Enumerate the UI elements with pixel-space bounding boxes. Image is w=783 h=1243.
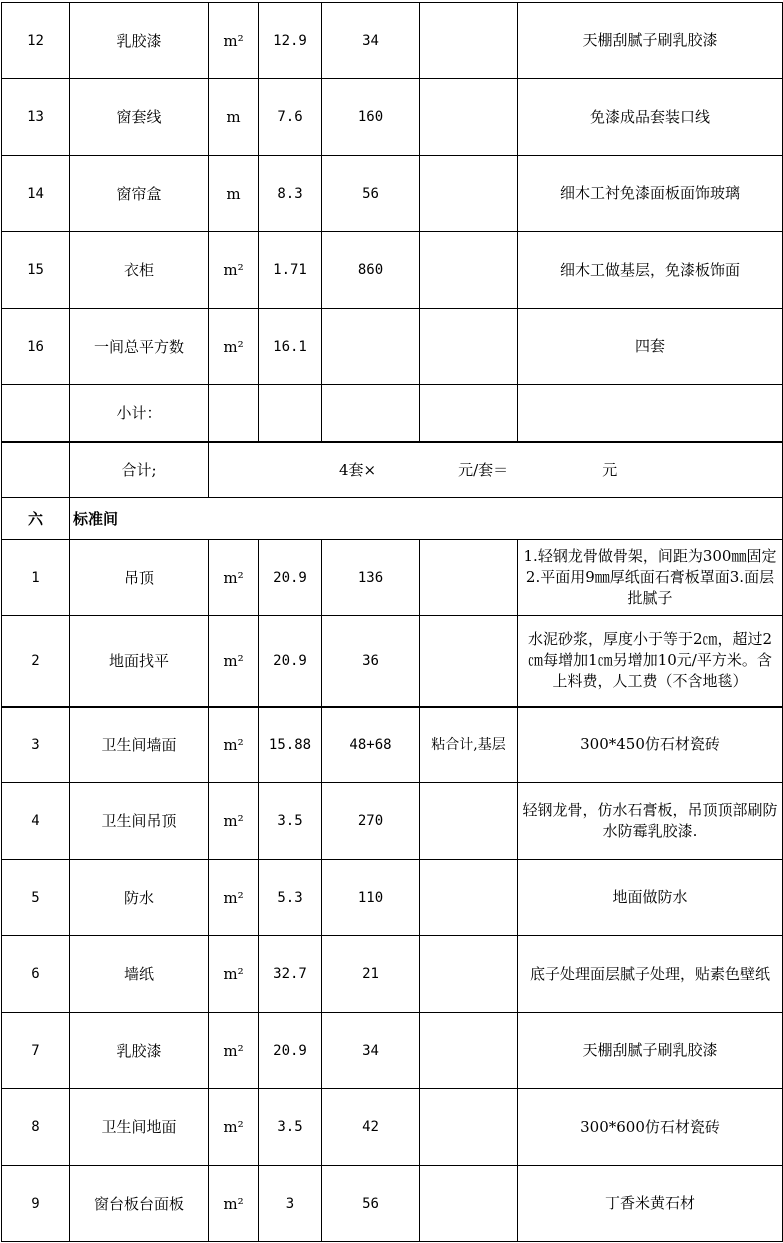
item-name: 卫生间地面 (70, 1089, 209, 1166)
unit-price: 860 (322, 232, 420, 309)
unit-price: 36 (322, 616, 420, 707)
quantity: 16.1 (259, 309, 322, 385)
quantity: 8.3 (259, 156, 322, 232)
note (420, 783, 518, 860)
item-name: 一间总平方数 (70, 309, 209, 385)
item-name: 窗帘盒 (70, 156, 209, 232)
quantity: 5.3 (259, 860, 322, 936)
table-row (2, 309, 783, 385)
item-name: 地面找平 (70, 616, 209, 707)
unit: m² (209, 309, 259, 385)
total-part1: 4套× (339, 460, 377, 479)
description: 丁香米黄石材 (518, 1166, 783, 1242)
item-name: 衣柜 (70, 232, 209, 309)
table-row (2, 79, 783, 156)
description: 底子处理面层腻子处理，贴素色壁纸 (518, 936, 783, 1013)
note (420, 232, 518, 309)
row-number: 5 (2, 860, 70, 936)
unit: m² (209, 616, 259, 707)
unit: m² (209, 540, 259, 616)
unit-price (322, 309, 420, 385)
table-row (2, 1089, 783, 1166)
item-name: 墙纸 (70, 936, 209, 1013)
table-summary-section (2, 385, 783, 540)
description: 细木工做基层，免漆板饰面 (518, 232, 783, 309)
table-row (2, 707, 783, 783)
row-number: 7 (2, 1013, 70, 1089)
description: 1.轻钢龙骨做骨架，间距为300㎜固定2.平面用9㎜厚纸面石膏板罩面3.面层批腻子 (518, 540, 783, 616)
table-row (2, 1013, 783, 1089)
quantity: 3.5 (259, 783, 322, 860)
unit: m (209, 156, 259, 232)
item-name: 吊顶 (70, 540, 209, 616)
description: 免漆成品套装口线 (518, 79, 783, 156)
unit-price: 56 (322, 156, 420, 232)
row-number: 2 (2, 616, 70, 707)
unit-price: 56 (322, 1166, 420, 1242)
total-part2: 元/套＝ (458, 460, 509, 479)
quantity: 20.9 (259, 1013, 322, 1089)
quantity: 7.6 (259, 79, 322, 156)
unit: m² (209, 1166, 259, 1242)
description: 300*450仿石材瓷砖 (518, 707, 783, 783)
item-name: 卫生间墙面 (70, 707, 209, 783)
note (420, 3, 518, 79)
note (420, 860, 518, 936)
row-number: 4 (2, 783, 70, 860)
description: 四套 (518, 309, 783, 385)
table-row (2, 156, 783, 232)
unit-price: 110 (322, 860, 420, 936)
subtotal-label: 小计： (70, 385, 209, 442)
item-name: 乳胶漆 (70, 1013, 209, 1089)
section-number: 六 (2, 498, 70, 540)
unit: m (209, 79, 259, 156)
unit: m² (209, 3, 259, 79)
unit: m² (209, 860, 259, 936)
description: 300*600仿石材瓷砖 (518, 1089, 783, 1166)
total-row (2, 442, 783, 498)
quantity: 3 (259, 1166, 322, 1242)
row-number: 3 (2, 707, 70, 783)
description: 水泥砂浆，厚度小于等于2㎝，超过2㎝每增加1㎝另增加10元/平方米。含上料费，人工费（不含地毯） (518, 616, 783, 707)
description: 细木工衬免漆面板面饰玻璃 (518, 156, 783, 232)
row-number: 15 (2, 232, 70, 309)
total-part3: 元 (602, 460, 618, 479)
quote-table (1, 2, 783, 1242)
unit: m² (209, 936, 259, 1013)
note (420, 1166, 518, 1242)
unit: m² (209, 1013, 259, 1089)
note (420, 936, 518, 1013)
section-header-row (2, 498, 783, 540)
unit-price: 270 (322, 783, 420, 860)
unit-price: 160 (322, 79, 420, 156)
total-label: 合计; (70, 442, 209, 498)
description: 天棚刮腻子刷乳胶漆 (518, 3, 783, 79)
description: 轻钢龙骨，仿水石膏板，吊顶顶部刷防水防霉乳胶漆. (518, 783, 783, 860)
note (420, 616, 518, 707)
row-number: 12 (2, 3, 70, 79)
item-name: 防水 (70, 860, 209, 936)
item-name: 窗套线 (70, 79, 209, 156)
table-row (2, 232, 783, 309)
table-row (2, 1166, 783, 1242)
subtotal-row (2, 385, 783, 442)
unit-price: 136 (322, 540, 420, 616)
unit-price: 34 (322, 3, 420, 79)
unit: m² (209, 783, 259, 860)
section-title: 标准间 (70, 498, 783, 540)
quantity: 32.7 (259, 936, 322, 1013)
table-top-section (2, 3, 783, 385)
item-name: 窗台板台面板 (70, 1166, 209, 1242)
row-number: 9 (2, 1166, 70, 1242)
description: 天棚刮腻子刷乳胶漆 (518, 1013, 783, 1089)
unit: m² (209, 707, 259, 783)
note (420, 309, 518, 385)
row-number: 14 (2, 156, 70, 232)
quantity: 3.5 (259, 1089, 322, 1166)
table-row (2, 616, 783, 707)
quantity: 12.9 (259, 3, 322, 79)
unit-price: 48+68 (322, 707, 420, 783)
quantity: 20.9 (259, 540, 322, 616)
quantity: 1.71 (259, 232, 322, 309)
table-row (2, 783, 783, 860)
table-row (2, 540, 783, 616)
unit: m² (209, 232, 259, 309)
quantity: 20.9 (259, 616, 322, 707)
note: 粘合计,基层 (420, 707, 518, 783)
row-number: 16 (2, 309, 70, 385)
table-row (2, 3, 783, 79)
table-row (2, 860, 783, 936)
row-number: 13 (2, 79, 70, 156)
total-formula (209, 442, 783, 498)
unit: m² (209, 1089, 259, 1166)
unit-price: 21 (322, 936, 420, 1013)
note (420, 79, 518, 156)
item-name: 卫生间吊顶 (70, 783, 209, 860)
note (420, 1089, 518, 1166)
row-number: 1 (2, 540, 70, 616)
unit-price: 34 (322, 1013, 420, 1089)
unit-price: 42 (322, 1089, 420, 1166)
table-bottom-section (2, 540, 783, 1242)
table-row (2, 936, 783, 1013)
row-number: 8 (2, 1089, 70, 1166)
description: 地面做防水 (518, 860, 783, 936)
note (420, 156, 518, 232)
item-name: 乳胶漆 (70, 3, 209, 79)
quantity: 15.88 (259, 707, 322, 783)
note (420, 1013, 518, 1089)
row-number: 6 (2, 936, 70, 1013)
note (420, 540, 518, 616)
